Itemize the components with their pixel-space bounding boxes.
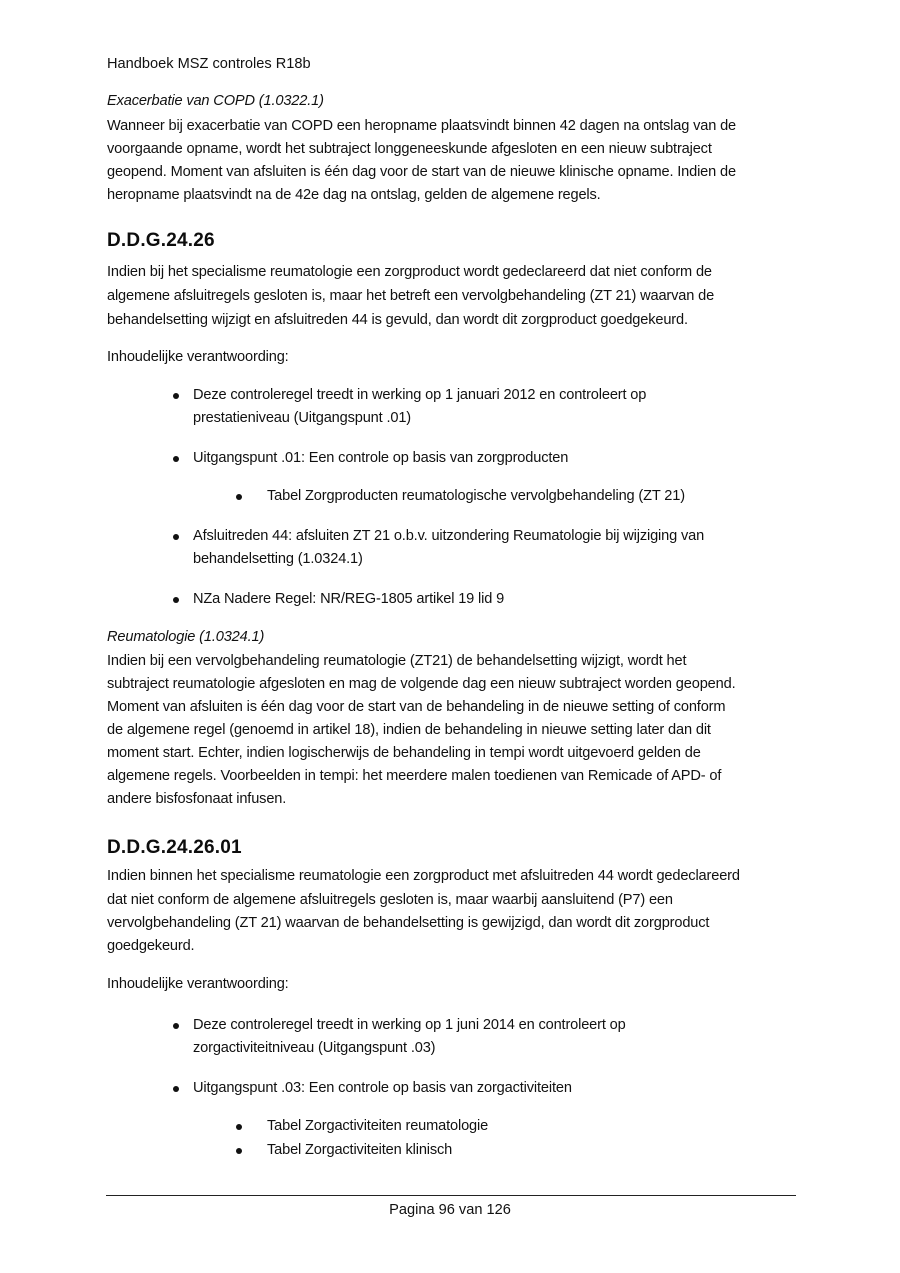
paragraph-line: vervolgbehandeling (ZT 21) waarvan de behandelsetting is gewijzigd, dan wordt dit zorgproduct <box>107 915 710 931</box>
bullet-icon <box>173 597 179 603</box>
bullet-icon <box>173 534 179 540</box>
paragraph-line: algemene afsluitregels gesloten is, maar het betreft een vervolgbehandeling (ZT 21) waarvan de <box>107 288 715 304</box>
sub-bullet-line: Tabel Zorgproducten reumatologische vervolgbehandeling (ZT 21) <box>267 488 685 504</box>
running-header: Handboek MSZ controles R18b <box>107 56 311 72</box>
paragraph-line: behandelsetting wijzigt en afsluitreden 44 is gevuld, dan wordt dit zorgproduct goedgekeurd. <box>107 312 688 328</box>
paragraph-line: andere bisfosfonaat infusen. <box>107 791 287 807</box>
bullet-line: NZa Nadere Regel: NR/REG-1805 artikel 19 lid 9 <box>193 591 505 607</box>
bullet-line: Uitgangspunt .01: Een controle op basis van zorgproducten <box>193 450 569 466</box>
sub-bullet-icon <box>236 1124 242 1130</box>
sub-bullet-icon <box>236 1148 242 1154</box>
bullet-icon <box>173 456 179 462</box>
paragraph-line: Indien bij een vervolgbehandeling reumatologie (ZT21) de behandelsetting wijzigt, wordt het <box>107 653 687 669</box>
sub-bullet-icon <box>236 494 242 500</box>
bullet-line: prestatieniveau (Uitgangspunt .01) <box>193 410 411 426</box>
paragraph-line: heropname plaatsvindt na de 42e dag na ontslag, gelden de algemene regels. <box>107 187 601 203</box>
bullet-icon <box>173 1023 179 1029</box>
paragraph-line: geopend. Moment van afsluiten is één dag voor de start van de nieuwe klinische opname. Indien de <box>107 164 736 180</box>
sub-bullet-line: Tabel Zorgactiviteiten klinisch <box>267 1142 453 1158</box>
justification-label: Inhoudelijke verantwoording: <box>107 349 289 365</box>
rule-heading: D.D.G.24.26 <box>107 230 215 251</box>
section-subtitle-reumatologie: Reumatologie (1.0324.1) <box>107 629 265 645</box>
justification-label: Inhoudelijke verantwoording: <box>107 976 289 992</box>
paragraph-line: Indien binnen het specialisme reumatologie een zorgproduct met afsluitreden 44 wordt gedeclareerd <box>107 868 740 884</box>
bullet-line: zorgactiviteitniveau (Uitgangspunt .03) <box>193 1040 436 1056</box>
paragraph-line: moment start. Echter, indien logischerwijs de behandeling in tempi wordt uitgevoerd gelden de <box>107 745 701 761</box>
bullet-line: Uitgangspunt .03: Een controle op basis van zorgactiviteiten <box>193 1080 572 1096</box>
paragraph-line: subtraject reumatologie afgesloten en mag de volgende dag een nieuw subtraject worden geopend. <box>107 676 736 692</box>
paragraph-line: Wanneer bij exacerbatie van COPD een heropname plaatsvindt binnen 42 dagen na ontslag van de <box>107 118 737 134</box>
bullet-line: behandelsetting (1.0324.1) <box>193 551 363 567</box>
bullet-icon <box>173 1086 179 1092</box>
bullet-line: Deze controleregel treedt in werking op 1 juni 2014 en controleert op <box>193 1017 626 1033</box>
paragraph-line: Moment van afsluiten is één dag voor de start van de behandeling in de nieuwe setting of conform <box>107 699 726 715</box>
paragraph-line: de algemene regel (genoemd in artikel 18), indien de behandeling in nieuwe setting later dan dit <box>107 722 711 738</box>
paragraph-line: goedgekeurd. <box>107 938 195 954</box>
section-subtitle-copd: Exacerbatie van COPD (1.0322.1) <box>107 93 324 109</box>
page-number: Pagina 96 van 126 <box>389 1202 511 1218</box>
bullet-line: Deze controleregel treedt in werking op 1 januari 2012 en controleert op <box>193 387 647 403</box>
paragraph-line: Indien bij het specialisme reumatologie een zorgproduct wordt gedeclareerd dat niet conform de <box>107 264 712 280</box>
footer-divider <box>106 1195 796 1196</box>
bullet-line: Afsluitreden 44: afsluiten ZT 21 o.b.v. uitzondering Reumatologie bij wijziging van <box>193 528 705 544</box>
paragraph-line: algemene regels. Voorbeelden in tempi: het meerdere malen toedienen van Remicade of APD- of <box>107 768 722 784</box>
paragraph-line: voorgaande opname, wordt het subtraject longgeneeskunde afgesloten en een nieuw subtraject <box>107 141 712 157</box>
sub-bullet-line: Tabel Zorgactiviteiten reumatologie <box>267 1118 489 1134</box>
rule-heading: D.D.G.24.26.01 <box>107 837 242 858</box>
bullet-icon <box>173 393 179 399</box>
paragraph-line: dat niet conform de algemene afsluitregels gesloten is, maar waarbij aansluitend (P7) een <box>107 892 673 908</box>
